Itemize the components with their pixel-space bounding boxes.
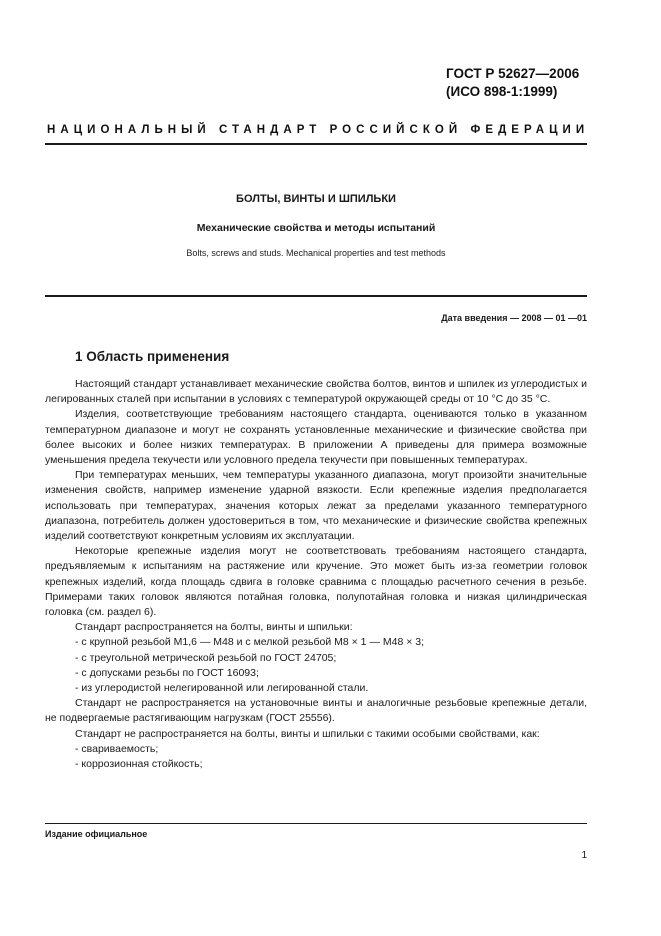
scope-list — [45, 635, 587, 696]
edition-label: Издание официальное — [45, 829, 148, 839]
document-title: БОЛТЫ, ВИНТЫ И ШПИЛЬКИ — [236, 193, 396, 205]
iso-reference: (ИСО 898-1:1999) — [446, 84, 558, 99]
section-body — [45, 377, 587, 772]
section-heading: 1 Область применения — [75, 349, 230, 364]
top-divider — [45, 143, 587, 145]
list-item: - из углеродистой нелегированной или легированной стали. — [75, 682, 369, 695]
list-item: - с крупной резьбой М1,6 — М48 и с мелкой резьбой М8 × 1 — М48 × 3; — [75, 636, 425, 649]
standard-identifier — [446, 65, 579, 101]
title-divider — [45, 295, 587, 297]
paragraph: Изделия, соответствующие требованиям настоящего стандарта, оцениваются только в указанном температурном диапазоне и могут не сохранять установленные механические и физические свойства при более высоких и более низких температурах. В приложении А приведены для примера возможные уменьшения предела текучести или условного предела текучести при повышенных температурах. — [45, 408, 587, 467]
paragraph: Стандарт не распространяется на болты, винты и шпильки с такими особыми свойствами, как: — [75, 727, 540, 740]
page-number: 1 — [581, 850, 587, 861]
paragraph: Некоторые крепежные изделия могут не соответствовать требованиям настоящего стандарта, предъявляемым к испытаниям на растяжение или кручение. Это может быть из-за геометрии головок крепежных изделий, когда площадь сдвига в головке сравнима с площадью расчетного сечения в резьбе. Примерами таких головок являются потайная головка, полупотайная головка и низкая цилиндрическая головка (см. раздел 6). — [45, 545, 587, 619]
paragraph: Настоящий стандарт устанавливает механические свойства болтов, винтов и шпилек из углеродистых и легированных сталей при испытании в условиях с температурой окружающей среды от 10 °С до 35 °С. — [45, 378, 587, 406]
standard-number: ГОСТ Р 52627—2006 — [446, 66, 580, 81]
national-standard-banner: НАЦИОНАЛЬНЫЙ СТАНДАРТ РОССИЙСКОЙ ФЕДЕРАЦИИ — [47, 124, 590, 136]
paragraph: Стандарт распространяется на болты, винты и шпильки: — [75, 621, 353, 634]
introduction-date: Дата введения — 2008 — 01 —01 — [441, 313, 587, 323]
paragraph: Стандарт не распространяется на установочные винты и аналогичные резьбовые крепежные детали, не подвергаемые растягивающим нагрузкам (ГОСТ 25556). — [45, 697, 587, 725]
english-title: Bolts, screws and studs. Mechanical properties and test methods — [186, 248, 446, 258]
paragraph: При температурах меньших, чем температуры указанного диапазона, могут произойти значительные изменения свойств, например изменение ударной вязкости. Если крепежные изделия предполагается использовать при температурах, значения которых лежат за пределами указанного температурного диапазона, потребитель должен удостовериться в том, что механические и физические свойства крепежных изделий соответствуют конкретным условиям их эксплуатации. — [45, 469, 587, 543]
list-item: - с треугольной метрической резьбой по ГОСТ 24705; — [75, 651, 337, 664]
list-item: - коррозионная стойкость; — [75, 758, 203, 771]
document-subtitle: Механические свойства и методы испытаний — [196, 222, 436, 234]
list-item: - с допусками резьбы по ГОСТ 16093; — [75, 666, 259, 679]
list-item: - свариваемость; — [75, 742, 159, 755]
footer-divider — [45, 823, 587, 824]
special-properties-list — [45, 742, 587, 772]
